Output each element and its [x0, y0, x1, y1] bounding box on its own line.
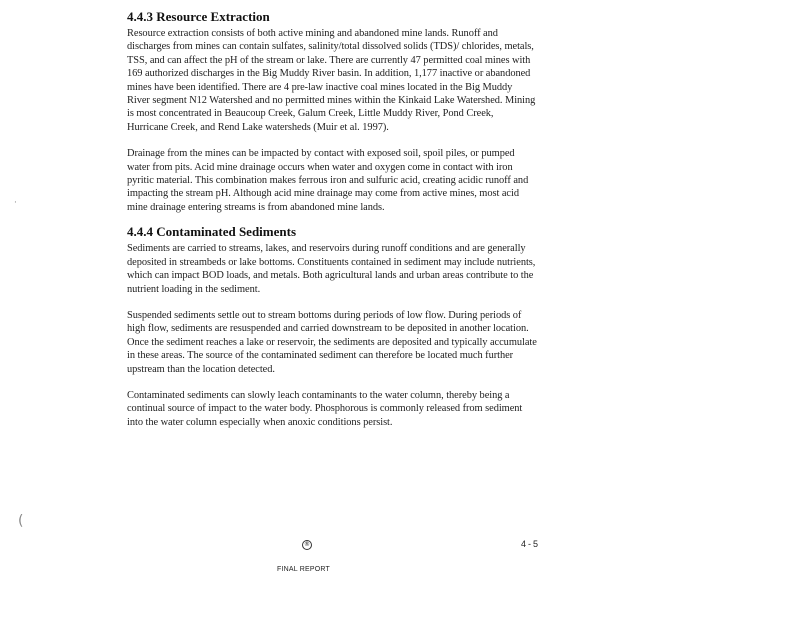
paragraph: Contaminated sediments can slowly leach contaminants to the water column, thereby being a continual source of impact to the water body. Phosphorous is commonly released from sediment into the water column especially when anoxic conditions persist.	[127, 389, 523, 428]
section-heading: 4.4.4 Contaminated Sediments	[127, 224, 297, 240]
scan-artifact: (	[18, 513, 24, 529]
footer-label: FINAL REPORT	[277, 566, 330, 573]
paragraph: Resource extraction consists of both active mining and abandoned mine lands. Runoff and discharges from mines can contain sulfates, salinity/total dissolved solids (TDS)/ chlorides, metals, TSS, and can affect the pH of the stream or lake. There are currently 47 permitted coal mines with 169 authorized discharges in the Big Muddy River basin. In addition, 1,177 inactive or abandoned mines have been identified. There are 4 pre-law inactive coal mines located in the Big Muddy River segment N12 Watershed and no permitted mines within the Kinkaid Lake Watershed. Mining is most concentrated in Beaucoup Creek, Galum Creek, Little Muddy River, Pond Creek, Hurricane Creek, and Rend Lake watersheds (Muir et al. 1997).	[127, 28, 536, 133]
page-number: 4-5	[521, 539, 541, 549]
paragraph: Drainage from the mines can be impacted by contact with exposed soil, spoil piles, or pumped water from pits. Acid mine drainage occurs when water and oxygen come in contact with iron pyritic material. This combination makes ferrous iron and sulfuric acid, creating acidic runoff and impacting the stream pH. Although acid mine drainage may come from active mines, most acid mine drainage entering streams is from abandoned mine lands.	[127, 148, 529, 213]
scan-artifact: ·	[14, 198, 17, 208]
footer-logo-icon: ®	[304, 541, 310, 548]
section-resource-extraction	[127, 9, 537, 214]
paragraph: Suspended sediments settle out to stream bottoms during periods of low flow. During periods of high flow, sediments are resuspended and carried downstream to be deposited in another location. Once the sediment reaches a lake or reservoir, the sediments are deposited and typically accumulate in these areas. The source of the contaminated sediment can therefore be located much further upstream than the location detected.	[127, 309, 537, 375]
paragraph: Sediments are carried to streams, lakes, and reservoirs during runoff conditions and are generally deposited in streambeds or lake bottoms. Constituents contained in sediment may include nutrients, which can impact BOD loads, and metals. Both agricultural lands and urban areas contribute to the nutrient loading in the sediment.	[127, 243, 536, 295]
page-body	[127, 9, 537, 442]
section-heading: 4.4.3 Resource Extraction	[127, 9, 270, 24]
section-contaminated-sediments	[127, 224, 537, 429]
